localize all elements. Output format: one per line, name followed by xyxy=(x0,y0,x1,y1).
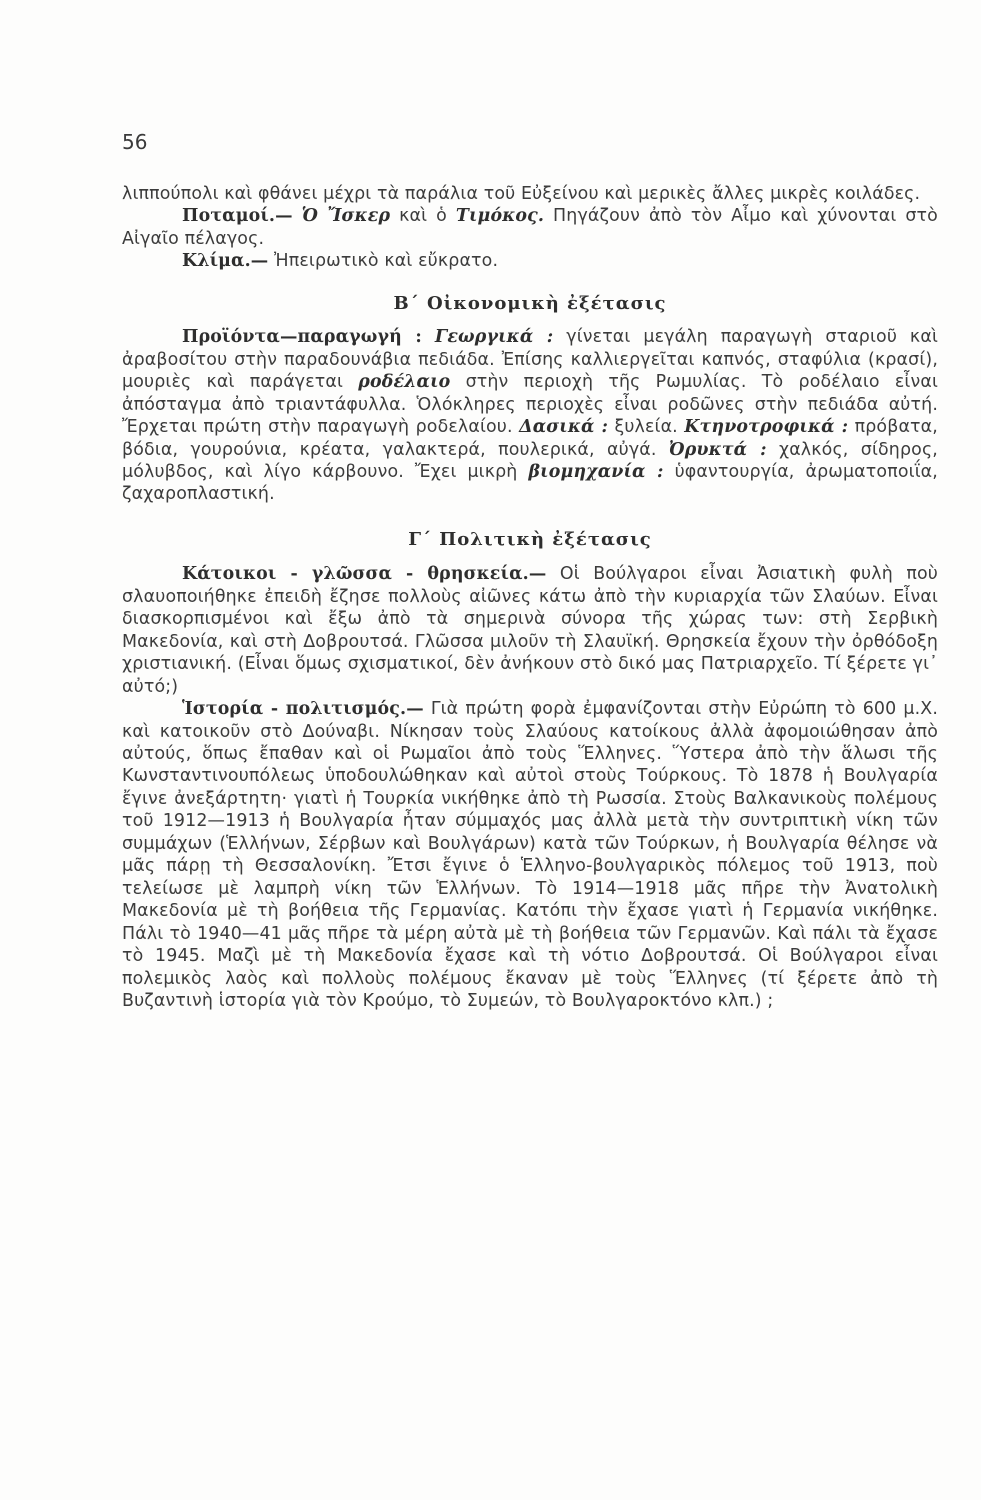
river-name-timok: Τιμόκος. xyxy=(455,206,545,227)
section-heading-economic: Β΄ Οἰκονομικὴ ἐξέτασις xyxy=(393,292,667,314)
river-name-isker: Ὁ Ἴσκερ xyxy=(301,206,391,227)
paragraph-inhabitants xyxy=(122,563,938,698)
climate-heading: Κλίμα.— xyxy=(182,251,269,272)
products-text-1: γίνεται μεγάλη παραγωγὴ σταριοῦ καὶ ἀραβοσίτου στὴν παραδουνάβια πεδιάδα. Ἐπίσης καλλιεργεῖται καπνός, σταφύλια (κρασί), μουριὲς καὶ παράγεται xyxy=(122,327,938,393)
paragraph-history xyxy=(122,698,938,1012)
products-text-3: ξυλεία. xyxy=(614,417,678,438)
term-industry: βιομηχανία : xyxy=(528,461,664,482)
rivers-heading: Ποταμοί.— xyxy=(182,206,293,227)
section-heading-political: Γ΄ Πολιτικὴ ἐξέτασις xyxy=(408,528,652,550)
history-heading: Ἱστορία - πολιτισμός.— xyxy=(182,699,424,720)
products-text-6: ὑφαντουργία, ἀρωματοποιΐα, ζαχαροπλαστική. xyxy=(122,461,938,505)
page-body xyxy=(122,183,938,1012)
history-text: Γιὰ πρώτη φορὰ ἐμφανίζονται στὴν Εὐρώπη τὸ 600 μ.Χ. καὶ κατοικοῦν στὸ Δούναβι. Νίκησαν τοὺς Σλαύους κατοίκους ἀλλὰ ἀφομοιώθησαν ἀπὸ αὐτούς, ὅπως ἔπαθαν καὶ οἱ Ρωμαῖοι ἀπὸ τοὺς Ἕλληνες. Ὕστερα ἀπὸ τὴν ἅλωσι τῆς Κωνσταντινουπόλεως ὑποδουλώθηκαν καὶ αὐτοὶ στοὺς Τούρκους. Τὸ 1878 ἡ Βουλγαρία ἔγινε ἀνεξάρτητη· γιατὶ ἡ Τουρκία νικήθηκε ἀπὸ τὴ Ρωσσία. Στοὺς Βαλκανικοὺς πολέμους τοῦ 1912—1913 ἡ Βουλγαρία ἦταν σύμμαχός μας ἀλλὰ μετὰ τὴν συντριπτικὴ νίκη τῶν συμμάχων (Ἑλλήνων, Σέρβων καὶ Βουλγάρων) κατὰ τῶν Τούρκων, ἡ Βουλγαρία θέλησε νὰ μᾶς πάρῃ τὴ Θεσσαλονίκη. Ἔτσι ἔγινε ὁ Ἑλληνο-βουλγαρικὸς πόλεμος τοῦ 1913, ποὺ τελείωσε μὲ λαμπρὴ νίκη τῶν Ἑλλήνων. Τὸ 1914—1918 μᾶς πῆρε τὴν Ἀνατολικὴ Μακεδονία μὲ τὴ βοήθεια τῆς Γερμανίας. Κατόπι τὴν ἔχασε γιατὶ ἡ Γερμανία νικήθηκε. Πάλι τὸ 1940—41 μᾶς πῆρε τὰ μέρη αὐτὰ μὲ τὴ βοήθεια τῶν Γερμανῶν. Καὶ πάλι τὰ ἔχασε τὸ 1945. Μαζὶ μὲ τὴ Μακεδονία ἔχασε καὶ τὴ νότιο Δοβρουτσά. Οἱ Βούλγαροι εἶναι πολεμικὸς λαὸς καὶ πολλοὺς πολέμους ἔκαναν μὲ τοὺς Ἕλληνες (τί ξέρετε ἀπὸ τὴ Βυζαντινὴ ἱστορία γιὰ τὸν Κρούμο, τὸ Συμεών, τὸ Βουλγαροκτόνο κλπ.) ; xyxy=(122,699,938,1011)
paragraph-climate xyxy=(122,250,938,272)
term-forestry: Δασικά : xyxy=(519,417,609,438)
products-text-5: χαλκός, σίδηρος, μόλυβδος, καὶ λίγο κάρβουνο. Ἔχει μικρὴ xyxy=(122,439,938,482)
inhabitants-heading: Κάτοικοι - γλῶσσα - θρησκεία.— xyxy=(182,564,547,585)
inhabitants-text: Οἱ Βούλγαροι εἶναι Ἀσιατικὴ φυλὴ ποὺ σλαυοποιήθηκε ἐπειδὴ ἔζησε πολλοὺς αἰῶνες κάτω ἀπὸ τὴν κυριαρχία τῶν Σλαύων. Εἶναι διασκορπισμένοι καὶ ἔξω ἀπὸ τὰ σημερινὰ σύνορα τῆς χώρας των: στὴ Σερβικὴ Μακεδονία, καὶ στὴ Δοβρουτσά. Γλῶσσα μιλοῦν τὴ Σλαυϊκή. Θρησκεία ἔχουν τὴν ὀρθόδοξη χριστιανική. (Εἶναι ὅμως σχισματικοί, δὲν ἀνήκουν στὸ δικό μας Πατριαρχεῖο. Τί ξέρετε γι᾿ αὐτό;) xyxy=(122,564,938,697)
term-agricultural: Γεωργικά : xyxy=(434,327,554,348)
term-minerals: Ὀρυκτά : xyxy=(668,439,767,460)
climate-text: Ἠπειρωτικὸ καὶ εὔκρατο. xyxy=(274,251,499,272)
rivers-text: Πηγάζουν ἀπὸ τὸν Αἶμο καὶ χύνονται στὸ Αἰγαῖο πέλαγος. xyxy=(122,206,938,249)
products-heading: Προϊόντα—παραγωγή : xyxy=(182,327,422,348)
term-livestock: Κτηνοτροφικά : xyxy=(684,417,849,438)
page-number: 56 xyxy=(122,130,148,154)
paragraph-rivers xyxy=(122,205,938,250)
products-text-4: πρόβατα, βόδια, γουρούνια, κρέατα, γαλακτερά, πουλερικά, αὐγά. xyxy=(122,417,938,460)
paragraph-intro-continuation: λιππούπολι καὶ φθάνει μέχρι τὰ παράλια τοῦ Εὐξείνου καὶ μερικὲς ἄλλες μικρὲς κοιλάδες. xyxy=(122,184,921,204)
rivers-conjunction: καὶ ὁ xyxy=(399,206,447,227)
term-rose-oil: ροδέλαιο xyxy=(358,372,451,393)
paragraph-products xyxy=(122,326,938,506)
products-text-2: στὴν περιοχὴ τῆς Ρωμυλίας. Τὸ ροδέλαιο εἶναι ἀπόσταγμα ἀπὸ τριαντάφυλλα. Ὁλόκληρες περιοχὲς εἶναι ροδῶνες στὴν πεδιάδα αὐτή. Ἔρχεται πρώτη στὴν παραγωγὴ ροδελαίου. xyxy=(122,372,938,438)
